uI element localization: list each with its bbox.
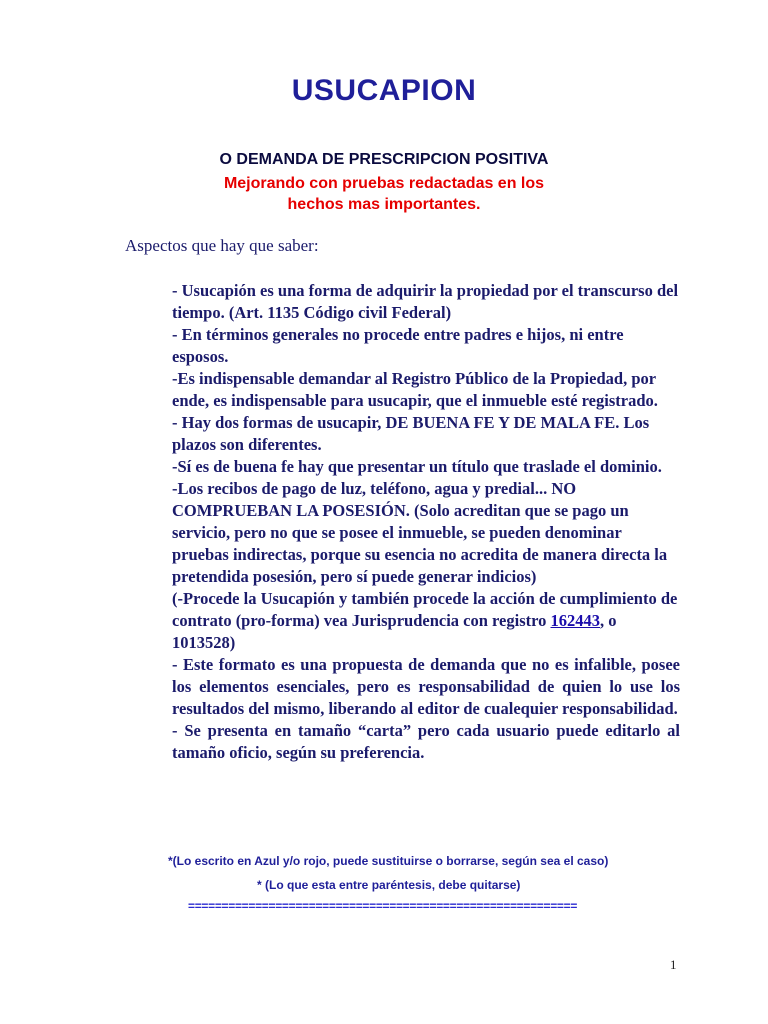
paragraph-8: - Este formato es una propuesta de demanda que no es infalible, posee los elementos esenciales, pero es responsabilidad de quien lo use los resultados del mismo, liberando al editor de cualequier responsabilidad. — [172, 655, 680, 718]
paragraph-4: - Hay dos formas de usucapir, DE BUENA FE Y DE MALA FE. Los plazos son diferentes. — [172, 413, 650, 454]
paragraph-7-text: (-Procede la Usucapión y también procede la acción de cumplimiento de contrato (pro-forma) vea Jurisprudencia con registro — [172, 589, 678, 630]
paragraph-6: -Los recibos de pago de luz, teléfono, agua y predial... NO COMPRUEBAN LA POSESIÓN. (Solo acreditan que se pago un servicio, pero no que se posee el inmueble, se pueden denominar pruebas indirectas, porque su esencia no acredita de manera directa la pretendida posesión, pero sí puede generar indicios) — [172, 479, 668, 586]
aspects-heading: Aspectos que hay que saber: — [125, 236, 319, 255]
paragraph-2: - En términos generales no procede entre padres e hijos, ni entre esposos. — [172, 325, 624, 366]
paragraph-7-tail: , o 1013528) — [172, 611, 617, 652]
paragraph-7 — [172, 588, 680, 654]
paragraph-3: -Es indispensable demandar al Registro Público de la Propiedad, por ende, es indispensable para usucapir, que el inmueble esté registrado. — [172, 369, 658, 410]
document-subtitle-red: Mejorando con pruebas redactadas en los hechos mas importantes. — [223, 175, 545, 213]
paragraph-1: - Usucapión es una forma de adquirir la propiedad por el transcurso del tiempo. (Art. 1135 Código civil Federal) — [172, 281, 679, 322]
page-number: 1 — [670, 957, 677, 972]
paragraph-5: -Sí es de buena fe hay que presentar un título que traslade el dominio. — [172, 457, 662, 476]
document-title: USUCAPION — [291, 74, 477, 107]
body-text — [172, 280, 680, 764]
note-parentheses: * (Lo que esta entre paréntesis, debe quitarse) — [257, 878, 521, 892]
paragraph-9: - Se presenta en tamaño “carta” pero cada usuario puede editarlo al tamaño oficio, según su preferencia. — [172, 721, 680, 762]
document-subtitle: O DEMANDA DE PRESCRIPCION POSITIVA — [219, 151, 549, 168]
separator-line: ========================================================== — [188, 899, 578, 913]
jurisprudence-link[interactable]: 162443 — [550, 611, 601, 630]
note-blue-red: *(Lo escrito en Azul y/o rojo, puede sustituirse o borrarse, según sea el caso) — [168, 854, 609, 868]
